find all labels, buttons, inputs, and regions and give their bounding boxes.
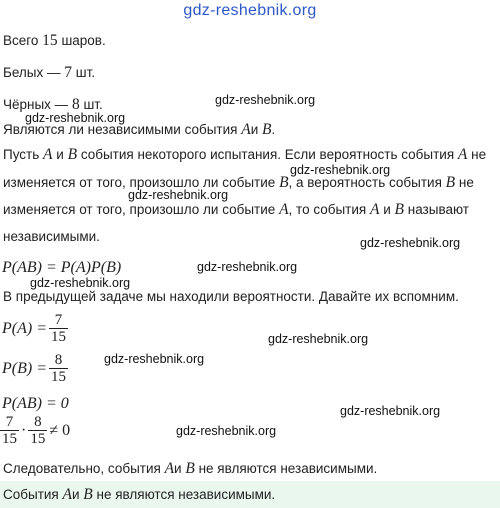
fraction-numerator: 8 bbox=[49, 352, 68, 369]
probability-a-lhs: P(A) = bbox=[2, 319, 47, 337]
math-event-a: A bbox=[43, 146, 53, 163]
total-number: 15 bbox=[42, 32, 58, 49]
fraction-denominator: 15 bbox=[2, 431, 17, 447]
math-event-a: A bbox=[279, 201, 289, 218]
white-number: 7 bbox=[64, 64, 73, 81]
product-dot: · bbox=[21, 421, 27, 439]
watermark-inline: gdz-reshebnik.org bbox=[25, 111, 126, 125]
probability-ab-line: P(AB) = 0 bbox=[2, 395, 69, 412]
def2-part-c: не bbox=[458, 175, 474, 190]
def2-part-b: , а вероятность события bbox=[288, 175, 442, 190]
definition-line-1 bbox=[3, 146, 486, 164]
watermark-inline: gdz-reshebnik.org bbox=[215, 93, 316, 107]
watermark-inline: gdz-reshebnik.org bbox=[30, 276, 131, 290]
total-suffix: шаров. bbox=[61, 33, 106, 48]
black-prefix: Чёрных — bbox=[3, 97, 69, 112]
conclusion-suffix: не являются независимыми. bbox=[198, 461, 378, 476]
recall-line: В предыдущей задаче мы находили вероятности. Давайте их вспомним. bbox=[3, 289, 459, 304]
fraction-product-1 bbox=[0, 414, 19, 447]
fraction-numerator: 7 bbox=[49, 312, 68, 329]
math-event-a: A bbox=[457, 146, 468, 163]
white-suffix: шт. bbox=[75, 65, 96, 80]
question-line bbox=[3, 121, 275, 139]
answer-box bbox=[0, 481, 500, 508]
def1-part-a: Пусть bbox=[3, 147, 40, 162]
probability-a-line bbox=[2, 312, 70, 345]
watermark-inline: gdz-reshebnik.org bbox=[128, 188, 229, 202]
not-equal-zero: ≠ 0 bbox=[49, 421, 71, 439]
probability-b-line bbox=[2, 352, 70, 385]
math-event-b: B bbox=[394, 201, 404, 218]
fraction-numerator: 7 bbox=[0, 414, 19, 431]
def1-part-c: события некоторого испытания. Если вероятность события bbox=[80, 147, 455, 162]
answer-prefix: События bbox=[3, 487, 59, 502]
independence-formula: P(AB) = P(A)P(B) bbox=[2, 259, 122, 276]
product-inequality-line bbox=[0, 414, 70, 447]
watermark-inline: gdz-reshebnik.org bbox=[268, 332, 369, 346]
fraction-denominator: 15 bbox=[51, 369, 66, 385]
fraction-product-2 bbox=[28, 414, 47, 447]
definition-line-3 bbox=[3, 201, 469, 219]
definition-line-4: независимыми. bbox=[3, 229, 100, 244]
watermark-inline: gdz-reshebnik.org bbox=[176, 424, 277, 438]
math-event-a: A bbox=[369, 201, 380, 218]
conclusion-prefix: Следовательно, события bbox=[3, 461, 161, 476]
math-event-b: B bbox=[185, 460, 195, 477]
question-end: . bbox=[271, 122, 276, 137]
total-prefix: Всего bbox=[3, 33, 39, 48]
total-balls-line bbox=[3, 32, 106, 50]
def3-part-b: , то события bbox=[288, 202, 367, 217]
watermark-inline: gdz-reshebnik.org bbox=[340, 404, 441, 418]
fraction-denominator: 15 bbox=[30, 431, 46, 447]
math-event-a: A bbox=[164, 460, 175, 477]
def3-part-a: изменяется от того, произошло ли событие bbox=[3, 202, 276, 217]
question-prefix: Являются ли независимыми события bbox=[3, 122, 238, 137]
watermark-inline: gdz-reshebnik.org bbox=[197, 260, 298, 274]
def3-part-c: и bbox=[383, 202, 391, 217]
black-number: 8 bbox=[71, 96, 80, 113]
def3-part-d: называют bbox=[407, 202, 469, 217]
answer-and: и bbox=[71, 487, 80, 502]
math-event-a: A bbox=[62, 486, 72, 503]
probability-b-lhs: P(B) = bbox=[2, 359, 47, 377]
white-balls-line bbox=[3, 64, 95, 82]
math-event-b: B bbox=[445, 174, 456, 191]
math-event-b: B bbox=[279, 174, 289, 191]
def1-part-d: не bbox=[471, 147, 487, 162]
def2-part-a: изменяется от того, произошло ли событие bbox=[3, 175, 276, 190]
question-and: и bbox=[250, 122, 259, 137]
watermark-inline: gdz-reshebnik.org bbox=[290, 163, 391, 177]
fraction-denominator: 15 bbox=[51, 329, 66, 345]
white-prefix: Белых — bbox=[3, 65, 61, 80]
math-event-b: B bbox=[67, 146, 78, 163]
watermark-inline: gdz-reshebnik.org bbox=[104, 352, 205, 366]
fraction-numerator: 8 bbox=[28, 414, 47, 431]
math-event-a: A bbox=[241, 121, 251, 138]
conclusion-line bbox=[3, 460, 377, 478]
conclusion-and: и bbox=[174, 461, 182, 476]
math-event-b: B bbox=[262, 121, 272, 138]
def1-part-b: и bbox=[56, 147, 64, 162]
answer-suffix: не являются независимыми. bbox=[96, 487, 276, 502]
header-watermark: gdz-reshebnik.org bbox=[183, 2, 317, 19]
definition-line-2 bbox=[3, 174, 474, 192]
answer-text bbox=[3, 486, 275, 504]
watermark-inline: gdz-reshebnik.org bbox=[360, 236, 461, 250]
fraction-b bbox=[49, 352, 68, 385]
math-event-b: B bbox=[83, 486, 93, 503]
black-suffix: шт. bbox=[83, 97, 103, 112]
fraction-a bbox=[49, 312, 68, 345]
